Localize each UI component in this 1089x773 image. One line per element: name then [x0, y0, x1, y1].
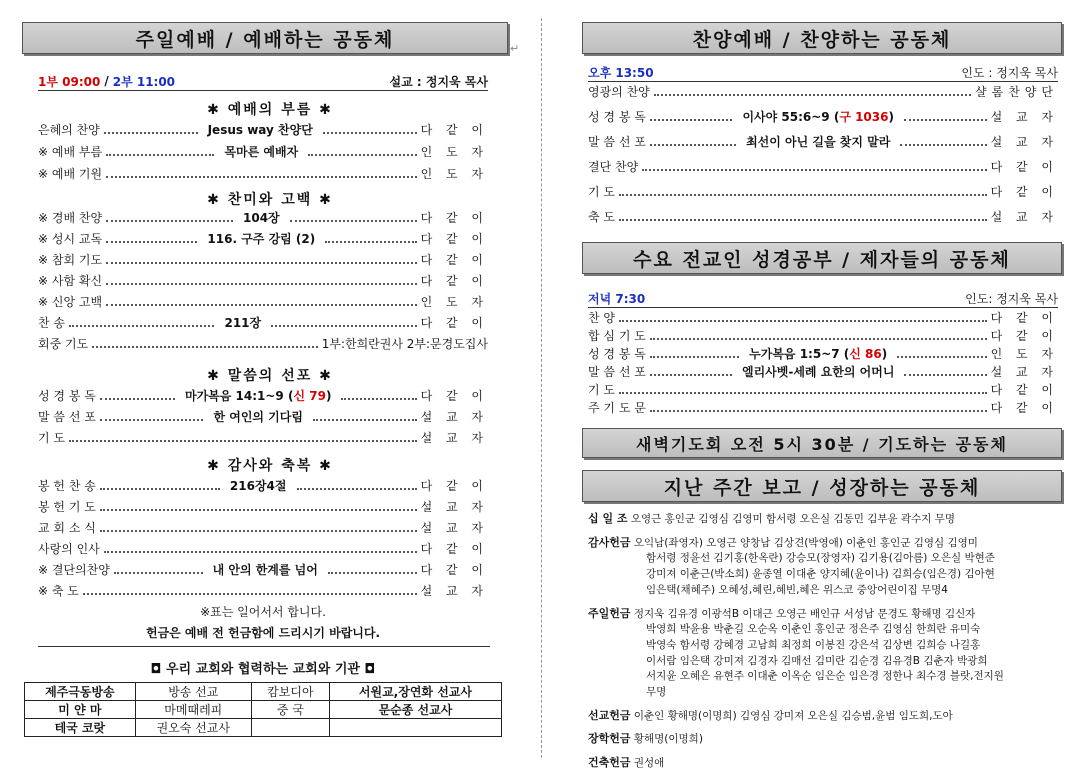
program-label: 기 도: [38, 430, 65, 445]
hymn-number: 신 86: [849, 346, 882, 361]
leader-dots: [904, 112, 987, 121]
program-label: ※ 예배 부름: [38, 144, 103, 159]
program-label: ※ 성시 교독: [38, 231, 103, 246]
program-label: 성 경 봉 독: [588, 346, 646, 361]
leader-dots: [100, 391, 175, 400]
leader-dots: [290, 213, 417, 222]
program-row: [588, 362, 1058, 380]
program-row: [38, 386, 488, 404]
leader-dots: [106, 234, 197, 243]
dawn-prayer-banner: [582, 428, 1062, 458]
partner-cell: 권오숙 선교사: [135, 719, 251, 737]
section-heading-thanks: ✱ 감사와 축복 ✱: [207, 458, 333, 474]
program-row: [38, 164, 488, 182]
program-row: [38, 407, 488, 425]
program-item-text: 이사야 55:6~9 (: [742, 109, 840, 124]
second-service-time: 2부 11:00: [112, 74, 176, 89]
program-item: 내 안의 한계를 넘어: [212, 562, 318, 577]
leader-dots: [83, 586, 417, 595]
program-item-suffix: ): [888, 109, 894, 124]
program-item: Jesus way 찬양단: [207, 122, 313, 137]
report-group: [588, 731, 1060, 748]
partners-row: [25, 701, 502, 719]
leader-dots: [650, 367, 732, 376]
program-leader: 다 같 이: [990, 184, 1058, 199]
program-label: ※ 신앙 고백: [38, 294, 103, 309]
sunday-service-banner: [22, 22, 508, 54]
standing-note: ※표는 일어서서 합니다.: [200, 605, 326, 619]
program-row: [38, 120, 488, 138]
report-names: 오영근 홍인군 김영심 김영미 함서령 오은실 김동민 김부윤 곽수지 무명: [630, 513, 956, 525]
leader-dots: [325, 234, 416, 243]
report-line: [588, 606, 1060, 623]
program-row: [38, 476, 488, 494]
column-divider: [541, 18, 542, 758]
partner-cell: [251, 719, 329, 737]
program-label: 말 씀 선 포: [588, 134, 646, 149]
program-item-text: 누가복음 1:5~7 (: [749, 346, 850, 361]
leader-dots: [328, 565, 417, 574]
report-group: [588, 511, 1060, 528]
program-label: ※ 사함 확신: [38, 273, 103, 288]
program-label: 기 도: [588, 382, 615, 397]
leader-dots: [271, 318, 416, 327]
program-item-text: 마가복음 14:1~9 (: [184, 388, 294, 403]
banner-title: 새벽기도회 오전 5시 30분 / 기도하는 공동체: [636, 434, 1008, 454]
hymn-number: 신 79: [293, 388, 326, 403]
program-item: [742, 363, 894, 380]
report-line: [588, 567, 1060, 583]
wednesday-time: 저녁 7:30: [588, 291, 646, 306]
leader-dots: [650, 331, 987, 340]
program-row: [588, 107, 1058, 125]
report-names: 무명: [646, 686, 667, 699]
leader-dots: [69, 433, 417, 442]
program-row: [38, 271, 488, 289]
praise-leader: 인도 : 정지욱 목사: [961, 65, 1058, 80]
program-row: [38, 313, 488, 331]
partner-cell: 제주극동방송: [25, 683, 136, 701]
partner-cell: 미 얀 마: [25, 701, 136, 719]
report-names: 정지욱 김유경 이광석B 이대근 오영근 배인규 서성남 문경도 황해명 김신자: [633, 607, 976, 620]
banner-title: 지난 주간 보고 / 성장하는 공동체: [663, 476, 981, 499]
leader-dots: [904, 367, 986, 376]
program-leader: 다 같 이: [420, 478, 488, 493]
leader-dots: [650, 112, 733, 121]
report-label: 감사헌금: [588, 535, 631, 549]
program-label: 은혜의 찬양: [38, 122, 100, 137]
report-label: 십 일 조: [588, 512, 628, 525]
report-group: [588, 535, 1060, 599]
wednesday-study-banner: [582, 242, 1062, 274]
program-leader: 설 교 자: [420, 499, 488, 514]
section-heading-praise: ✱ 찬미와 고백 ✱: [207, 192, 333, 208]
program-leader: 다 같 이: [990, 159, 1058, 174]
report-names: 이서람 임은택 강미져 김경자 김매선 김미란 김순경 김유경B 김춘자 박광희: [646, 654, 988, 667]
praise-time-row: [588, 63, 1058, 82]
program-label: 말 씀 선 포: [588, 364, 646, 379]
program-item: 216장4절: [229, 478, 287, 493]
program-leader: 설 교 자: [420, 430, 488, 445]
report-names: 이춘인 황해명(이명희) 김영심 강미져 오은실 김승범,윤범 임도희,도아: [633, 709, 953, 722]
program-leader: 다 같 이: [990, 400, 1058, 415]
program-row: [38, 334, 488, 352]
partner-cell: 서원교,장연화 선교사: [329, 683, 501, 701]
program-leader: 다 같 이: [420, 388, 488, 403]
program-row: [38, 518, 488, 536]
program-label: ※ 축 도: [38, 583, 79, 598]
banner-title: 주일예배 / 예배하는 공동체: [135, 28, 395, 51]
program-row: [588, 380, 1058, 398]
program-label: 회중 기도: [38, 336, 89, 351]
program-label: 사랑의 인사: [38, 541, 100, 556]
service-times-row: [38, 72, 488, 91]
program-row: [38, 428, 488, 446]
report-line: [588, 731, 1060, 748]
leader-dots: [100, 481, 220, 490]
leader-dots: [104, 125, 198, 134]
time-separator: /: [104, 74, 109, 88]
program-row: [38, 292, 488, 310]
program-label: ※ 경배 찬양: [38, 210, 103, 225]
report-names: 서지윤 오혜은 유현주 이대춘 이옥순 임은순 임은경 정한나 최수경 블랏,전지원: [646, 670, 1004, 683]
report-line: [588, 583, 1060, 599]
program-label: ※ 결단의찬양: [38, 562, 110, 577]
program-label: 성 경 봉 독: [588, 109, 646, 124]
program-leader: 다 같 이: [420, 541, 488, 556]
report-line: [588, 511, 1060, 528]
banner-title: 수요 전교인 성경공부 / 제자들의 공동체: [633, 248, 1011, 271]
program-leader: 설 교 자: [990, 209, 1058, 224]
program-leader: 인 도 자: [420, 144, 489, 159]
leader-dots: [100, 412, 204, 421]
partners-table: [24, 682, 502, 737]
program-leader: 샬롬찬양단: [975, 84, 1058, 99]
paragraph-mark: ↵: [510, 42, 520, 55]
program-item: [746, 133, 890, 150]
leader-dots: [619, 385, 987, 394]
report-line: [588, 708, 1060, 725]
program-row: [588, 82, 1058, 100]
program-item: [213, 408, 303, 425]
report-names: 함서령 정윤선 김기홍(한옥란) 강승모(장영자) 김기용(김아름) 오은실 박현준: [646, 552, 995, 565]
program-row: [38, 581, 488, 599]
report-group: [588, 708, 1060, 725]
program-item-text: 엘리사벳-세례 요한의 어머니: [741, 364, 895, 379]
program-label: 기 도: [588, 184, 615, 199]
report-line: [588, 654, 1060, 670]
first-service-time: 1부 09:00: [38, 74, 101, 89]
leader-dots: [106, 297, 417, 306]
report-group: [588, 606, 1060, 701]
program-label: 찬 송: [38, 315, 65, 330]
program-leader: 설 교 자: [990, 134, 1059, 149]
program-row: [38, 539, 488, 557]
section-heading-call: ✱ 예배의 부름 ✱: [207, 102, 333, 118]
program-item: [185, 387, 331, 404]
program-row: [38, 229, 488, 247]
program-row: [38, 142, 488, 160]
program-leader: 다 같 이: [420, 315, 488, 330]
report-names: 임은택(채혜주) 오혜성,혜린,혜빈,혜은 위스코 중앙어린이집 무명4: [646, 583, 948, 596]
report-label: 선교헌금: [588, 708, 631, 722]
program-label: 교 회 소 식: [38, 520, 96, 535]
leader-dots: [104, 544, 417, 553]
wednesday-leader: 인도: 정지욱 목사: [965, 291, 1058, 306]
program-row: [38, 250, 488, 268]
leader-dots: [308, 147, 416, 156]
preacher: 설교 : 정지욱 목사: [389, 74, 488, 89]
program-label: 결단 찬양: [588, 159, 639, 174]
report-names: 박영희 박윤용 박춘길 오순옥 이춘인 홍인군 정은주 김영심 한희란 유미숙: [646, 623, 981, 636]
leader-dots: [106, 255, 417, 264]
program-leader: 다 같 이: [420, 562, 488, 577]
praise-service-banner: [582, 22, 1062, 54]
program-leader: 설 교 자: [990, 109, 1058, 124]
program-row: [588, 207, 1058, 225]
report-names: 박영숙 함서령 강혜경 고남희 최정희 이봉진 강은석 김상변 김희승 나길홍: [646, 638, 981, 651]
program-item-text: 최선이 아닌 길을 찾지 말라: [746, 134, 891, 149]
program-item: 104장: [243, 210, 280, 225]
partners-row: [25, 683, 502, 701]
program-item: [749, 345, 887, 362]
report-group: [588, 755, 1060, 772]
program-label: ※ 참회 기도: [38, 252, 103, 267]
program-row: [588, 398, 1058, 416]
program-row: [588, 308, 1058, 326]
leader-dots: [114, 565, 203, 574]
program-label: 합 심 기 도: [588, 328, 646, 343]
leader-dots: [619, 212, 987, 221]
program-item: 목마른 예배자: [224, 144, 299, 159]
program-leader: 1부:한희란권사 2부:문경도집사: [321, 336, 488, 351]
program-leader: 설 교 자: [420, 520, 488, 535]
program-leader: 인 도 자: [990, 346, 1058, 361]
praise-time: 오후 13:50: [588, 65, 654, 80]
program-label: 영광의 찬양: [588, 84, 650, 99]
program-row: [588, 182, 1058, 200]
program-label: 성 경 봉 독: [38, 388, 96, 403]
program-label: 찬 양: [588, 310, 615, 325]
leader-dots: [619, 187, 987, 196]
leader-dots: [100, 502, 417, 511]
wednesday-time-row: [588, 289, 1058, 308]
leader-dots: [341, 391, 416, 400]
partners-title: ◘ 우리 교회와 협력하는 교회와 기관 ◘: [150, 662, 376, 677]
program-leader: 다 같 이: [420, 273, 488, 288]
leader-dots: [106, 147, 214, 156]
leader-dots: [650, 349, 739, 358]
leader-dots: [654, 87, 971, 96]
program-row: [588, 157, 1058, 175]
partners-row: [25, 719, 502, 737]
report-line: [588, 638, 1060, 654]
leader-dots: [106, 276, 417, 285]
program-label: ※ 예배 기원: [38, 166, 103, 181]
program-row: [38, 497, 488, 515]
report-line: [588, 669, 1060, 685]
program-row: [38, 560, 488, 578]
program-item-suffix: ): [325, 388, 332, 403]
leader-dots: [100, 523, 417, 532]
report-names: 강미져 이춘근(박소희) 윤종열 이대춘 양지혜(윤이나) 김희승(임은경) 김아현: [646, 568, 995, 581]
weekly-report-banner: [582, 470, 1062, 502]
leader-dots: [619, 313, 987, 322]
program-leader: 다 같 이: [420, 122, 489, 137]
program-leader: 다 같 이: [990, 310, 1058, 325]
report-line: [588, 755, 1060, 772]
program-item: [742, 108, 894, 125]
program-item: 211장: [224, 315, 262, 330]
program-leader: 다 같 이: [990, 382, 1058, 397]
banner-title: 찬양예배 / 찬양하는 공동체: [692, 28, 952, 51]
leader-dots: [897, 349, 986, 358]
report-names: 오익남(좌영자) 오영근 양창남 김상견(박영애) 이춘인 홍인군 김영심 김영미: [633, 536, 978, 549]
leader-dots: [92, 339, 318, 348]
leader-dots: [106, 169, 417, 178]
leader-dots: [313, 412, 417, 421]
program-leader: 다 같 이: [420, 252, 488, 267]
program-leader: 인 도 자: [420, 166, 488, 181]
program-label: 축 도: [588, 209, 615, 224]
program-row: [588, 344, 1058, 362]
leader-dots: [297, 481, 417, 490]
program-leader: 다 같 이: [420, 210, 488, 225]
program-row: [588, 326, 1058, 344]
report-label: 주일헌금: [588, 606, 631, 620]
program-label: 주 기 도 문: [588, 400, 646, 415]
partner-cell: 캄보디아: [251, 683, 329, 701]
hymn-number: 구 1036: [839, 109, 889, 124]
report-label: 건축헌금: [588, 756, 631, 770]
program-label: 봉 헌 찬 송: [38, 478, 96, 493]
program-item-text: 한 여인의 기다림: [213, 409, 303, 424]
partner-cell: 중 국: [251, 701, 329, 719]
section-heading-word: ✱ 말씀의 선포 ✱: [207, 368, 333, 384]
partner-cell: 문순종 선교사: [329, 701, 501, 719]
leader-dots: [323, 125, 417, 134]
leader-dots: [106, 213, 233, 222]
report-names: 권성애: [633, 757, 665, 770]
program-label: 봉 헌 기 도: [38, 499, 96, 514]
report-label: 장학헌금: [588, 732, 631, 746]
leader-dots: [642, 162, 986, 171]
program-leader: 인 도 자: [420, 294, 488, 309]
partner-cell: [329, 719, 501, 737]
program-leader: 설 교 자: [990, 364, 1059, 379]
report-line: [588, 685, 1060, 701]
program-item-suffix: ): [881, 346, 888, 361]
program-label: 말 씀 선 포: [38, 409, 96, 424]
program-item: 116. 구주 강림 (2): [207, 231, 316, 246]
report-line: [588, 535, 1060, 552]
partner-cell: 방송 선교: [135, 683, 251, 701]
program-leader: 다 같 이: [990, 328, 1058, 343]
divider-line: [38, 646, 490, 647]
report-line: [588, 622, 1060, 638]
leader-dots: [69, 318, 214, 327]
leader-dots: [900, 137, 986, 146]
program-leader: 다 같 이: [420, 231, 489, 246]
leader-dots: [650, 137, 736, 146]
program-row: [38, 208, 488, 226]
program-row: [588, 132, 1058, 150]
program-leader: 설 교 자: [420, 409, 489, 424]
leader-dots: [650, 403, 987, 412]
program-leader: 설 교 자: [420, 583, 488, 598]
report-line: [588, 551, 1060, 567]
partner-cell: 마메때레피: [135, 701, 251, 719]
partner-cell: 테국 코랏: [25, 719, 136, 737]
report-names: 황해명(이명희): [633, 733, 703, 746]
offering-note: 헌금은 예배 전 헌금함에 드리시기 바랍니다.: [145, 626, 381, 640]
